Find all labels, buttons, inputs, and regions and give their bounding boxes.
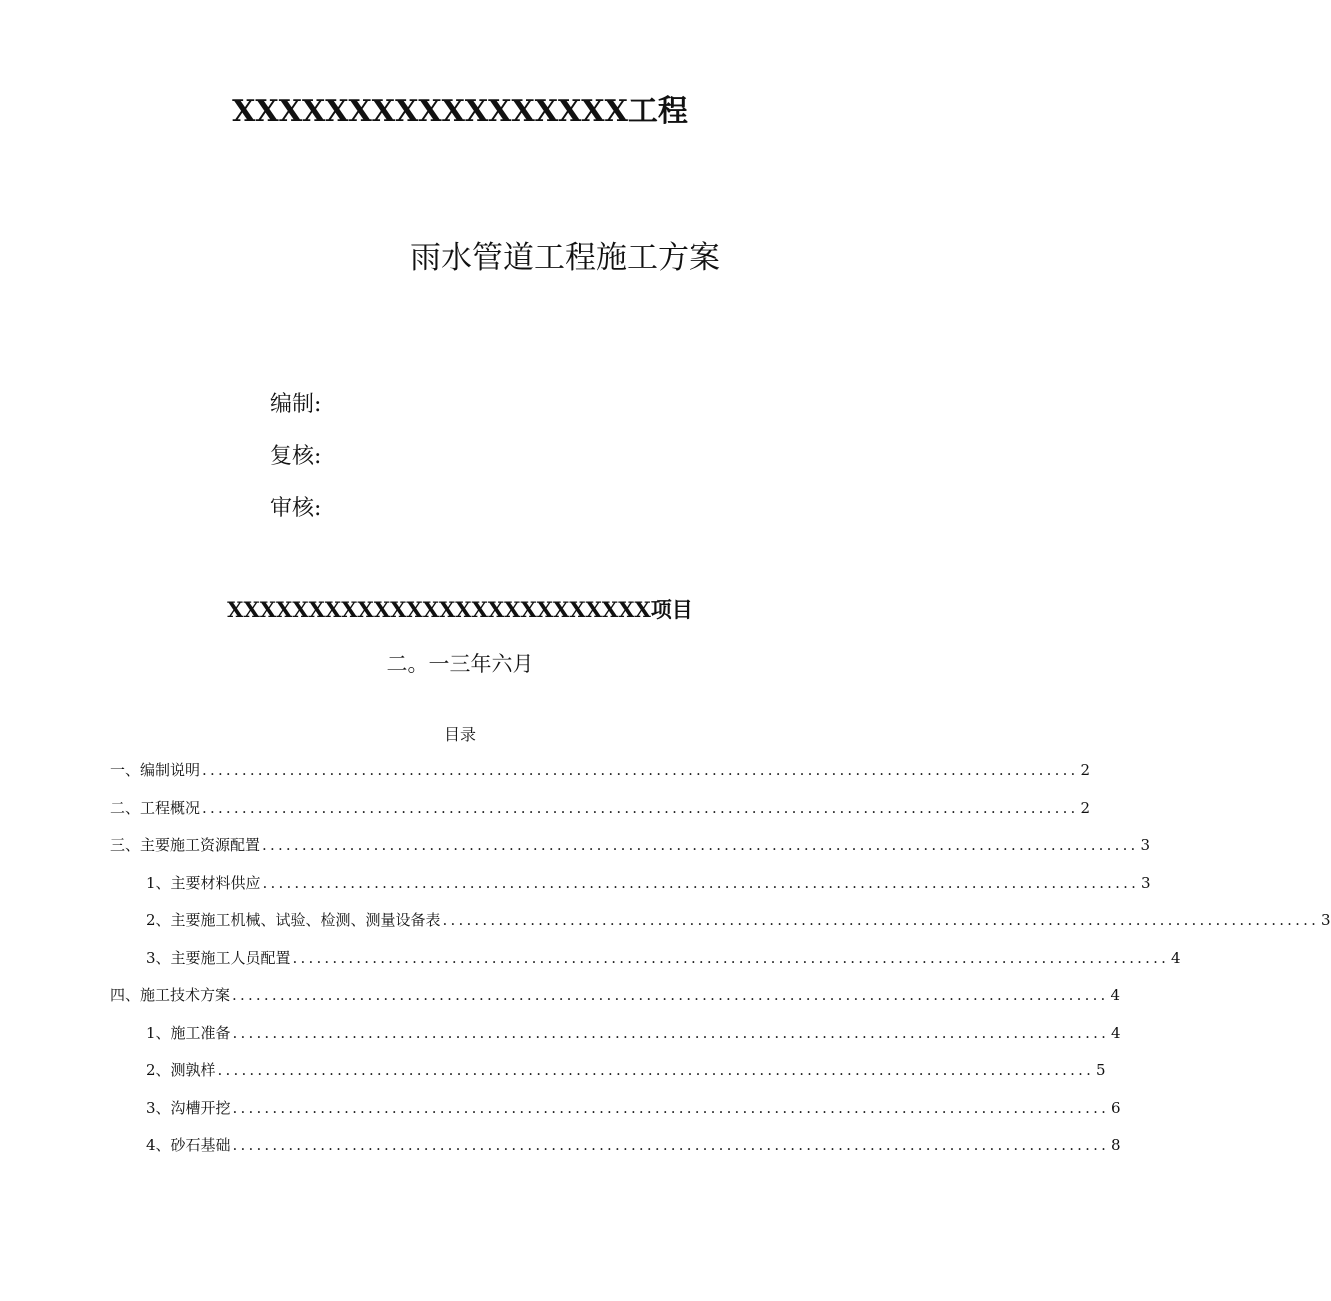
toc-leader-dots: .............................................................................................................. bbox=[217, 1061, 1095, 1079]
sign-field-approver: 审核: bbox=[270, 496, 322, 521]
toc-entry[interactable] bbox=[110, 1133, 1121, 1171]
toc-entry[interactable] bbox=[110, 908, 1331, 946]
toc-leader-dots: .............................................................................................................. bbox=[292, 948, 1170, 967]
project-title: XXXXXXXXXXXXXXXXX工程 bbox=[232, 94, 688, 129]
document-date: 二。一三年六月 bbox=[386, 652, 534, 676]
toc-entry-page: 6 bbox=[1111, 1098, 1121, 1117]
toc-entry[interactable] bbox=[110, 758, 1091, 796]
sign-field-reviewer: 复核: bbox=[270, 444, 322, 469]
toc-entry-page: 2 bbox=[1080, 798, 1091, 817]
toc-entry-page: 3 bbox=[1141, 873, 1151, 892]
toc-entry-label: 2、测孰样 bbox=[146, 1061, 216, 1079]
sign-field-compiler: 编制: bbox=[270, 392, 322, 417]
toc-entry-label: 1、主要材料供应 bbox=[146, 873, 261, 892]
toc-entry-label: 2、主要施工机械、试验、检测、测量设备表 bbox=[146, 911, 441, 929]
toc-entry-label: 4、砂石基础 bbox=[146, 1136, 231, 1154]
toc-leader-dots: .............................................................................................................. bbox=[262, 873, 1140, 892]
toc-entry-label: 3、沟槽开挖 bbox=[146, 1098, 231, 1117]
toc-entry-page: 8 bbox=[1111, 1136, 1121, 1154]
toc-entry[interactable] bbox=[110, 983, 1121, 1021]
toc-entry-label: 四、施工技术方案 bbox=[110, 986, 231, 1004]
toc-entry[interactable] bbox=[110, 833, 1151, 871]
toc-leader-dots: .............................................................................................................. bbox=[202, 761, 1079, 779]
toc-entry[interactable] bbox=[110, 1021, 1121, 1059]
toc-entry-page: 2 bbox=[1080, 761, 1091, 779]
toc-leader-dots: .............................................................................................................. bbox=[442, 911, 1320, 929]
toc-entry-label: 二、工程概况 bbox=[110, 798, 201, 817]
toc-entry-page: 5 bbox=[1096, 1061, 1106, 1079]
toc-entry-label: 一、编制说明 bbox=[110, 761, 201, 779]
toc-entry[interactable] bbox=[110, 871, 1151, 909]
table-of-contents bbox=[110, 758, 1331, 1171]
toc-leader-dots: .............................................................................................................. bbox=[232, 986, 1109, 1004]
toc-leader-dots: .............................................................................................................. bbox=[232, 1023, 1110, 1042]
document-title: 雨水管道工程施工方案 bbox=[410, 240, 720, 276]
toc-entry-page: 3 bbox=[1140, 836, 1151, 854]
toc-leader-dots: .............................................................................................................. bbox=[262, 836, 1139, 854]
toc-entry-label: 1、施工准备 bbox=[146, 1023, 231, 1042]
toc-entry[interactable] bbox=[110, 946, 1181, 984]
toc-entry[interactable] bbox=[110, 796, 1091, 834]
toc-title: 目录 bbox=[443, 725, 476, 744]
toc-entry[interactable] bbox=[110, 1096, 1121, 1134]
toc-entry-page: 4 bbox=[1171, 948, 1181, 967]
toc-leader-dots: .............................................................................................................. bbox=[232, 1136, 1110, 1154]
toc-leader-dots: .............................................................................................................. bbox=[232, 1098, 1110, 1117]
toc-leader-dots: .............................................................................................................. bbox=[202, 798, 1079, 817]
toc-entry-page: 4 bbox=[1110, 986, 1121, 1004]
sign-off-block bbox=[270, 388, 321, 544]
company-name: XXXXXXXXXXXXXXXXXXXXXXXXXX项目 bbox=[227, 597, 693, 622]
toc-entry[interactable] bbox=[110, 1058, 1106, 1096]
toc-entry-label: 3、主要施工人员配置 bbox=[146, 948, 291, 967]
toc-entry-page: 4 bbox=[1111, 1023, 1121, 1042]
toc-entry-page: 3 bbox=[1321, 911, 1331, 929]
toc-entry-label: 三、主要施工资源配置 bbox=[110, 836, 261, 854]
